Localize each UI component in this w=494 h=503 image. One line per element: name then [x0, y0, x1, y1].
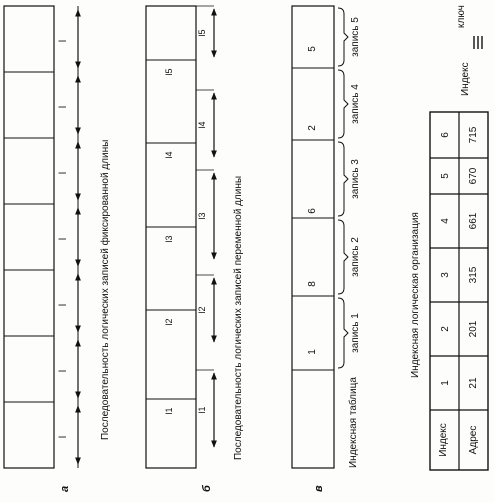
section-b-caption: Последовательность логических записей переменной длины [233, 175, 244, 460]
fixed-record-length-label: l [58, 105, 69, 109]
section-v [292, 6, 361, 492]
index-table [410, 112, 488, 470]
section-a [4, 6, 111, 492]
table-index-cell: 4 [440, 218, 451, 224]
record-brace [338, 142, 348, 216]
variable-length-label: l2 [197, 306, 207, 314]
fixed-record-length-label: l [58, 369, 69, 373]
variable-length-label: l1 [197, 406, 207, 414]
table-index-cell: 3 [440, 272, 451, 278]
table-index-cell: 6 [440, 132, 451, 138]
fixed-record-length-label: l [58, 435, 69, 439]
variable-record-label: l5 [164, 68, 174, 76]
record-brace [338, 8, 348, 66]
table-address-cell: 315 [468, 266, 479, 284]
table-address-cell: 670 [468, 167, 479, 185]
record-index-number: 1 [307, 349, 318, 355]
section-v-letter: в [313, 485, 325, 492]
table-header-index: Индекс [438, 423, 449, 457]
table-index-cell: 1 [440, 380, 451, 386]
table-address-cell: 21 [468, 377, 479, 389]
table-address-cell: 661 [468, 212, 479, 230]
record-label: запись 2 [350, 237, 361, 277]
fixed-records-strip [4, 6, 54, 468]
variable-record-label: l4 [164, 151, 174, 159]
section-b-letter: б [201, 485, 213, 492]
index-table-title: Индексная логическая организация [410, 212, 421, 378]
variable-record-label: l1 [164, 407, 174, 415]
section-a-caption: Последовательность логических записей фиксированной длины [100, 139, 111, 440]
table-index-cell: 2 [440, 326, 451, 332]
key-notation-right: ключ [456, 5, 467, 28]
record-brace [338, 220, 348, 294]
variable-length-label: l4 [197, 121, 207, 129]
fixed-record-length-label: l [58, 237, 69, 241]
variable-length-label: l3 [197, 212, 207, 220]
fixed-record-length-label: l [58, 39, 69, 43]
record-label: запись 4 [350, 84, 361, 124]
record-label: запись 5 [350, 17, 361, 57]
fixed-record-length-label: l [58, 303, 69, 307]
record-brace [338, 298, 348, 368]
key-notation [456, 5, 482, 96]
indexed-records-strip [292, 6, 334, 468]
record-index-number: 6 [307, 208, 318, 214]
variable-record-label: l2 [164, 318, 174, 326]
section-b [146, 6, 244, 492]
record-brace [338, 70, 348, 138]
variable-length-label: l5 [197, 29, 207, 37]
section-a-letter: а [59, 485, 71, 492]
record-index-number: 5 [307, 46, 318, 52]
record-label: запись 3 [350, 159, 361, 199]
variable-record-label: l3 [164, 235, 174, 243]
record-index-number: 8 [307, 281, 318, 287]
record-label: запись 1 [350, 313, 361, 353]
table-index-cell: 5 [440, 173, 451, 179]
table-header-address: Адрес [468, 425, 479, 455]
fixed-record-length-label: l [58, 171, 69, 175]
table-address-cell: 201 [468, 320, 479, 338]
record-index-number: 2 [307, 125, 318, 131]
index-table-label: Индексная таблица [348, 377, 359, 468]
key-notation-left: Индекс [460, 62, 471, 96]
table-address-cell: 715 [468, 126, 479, 144]
